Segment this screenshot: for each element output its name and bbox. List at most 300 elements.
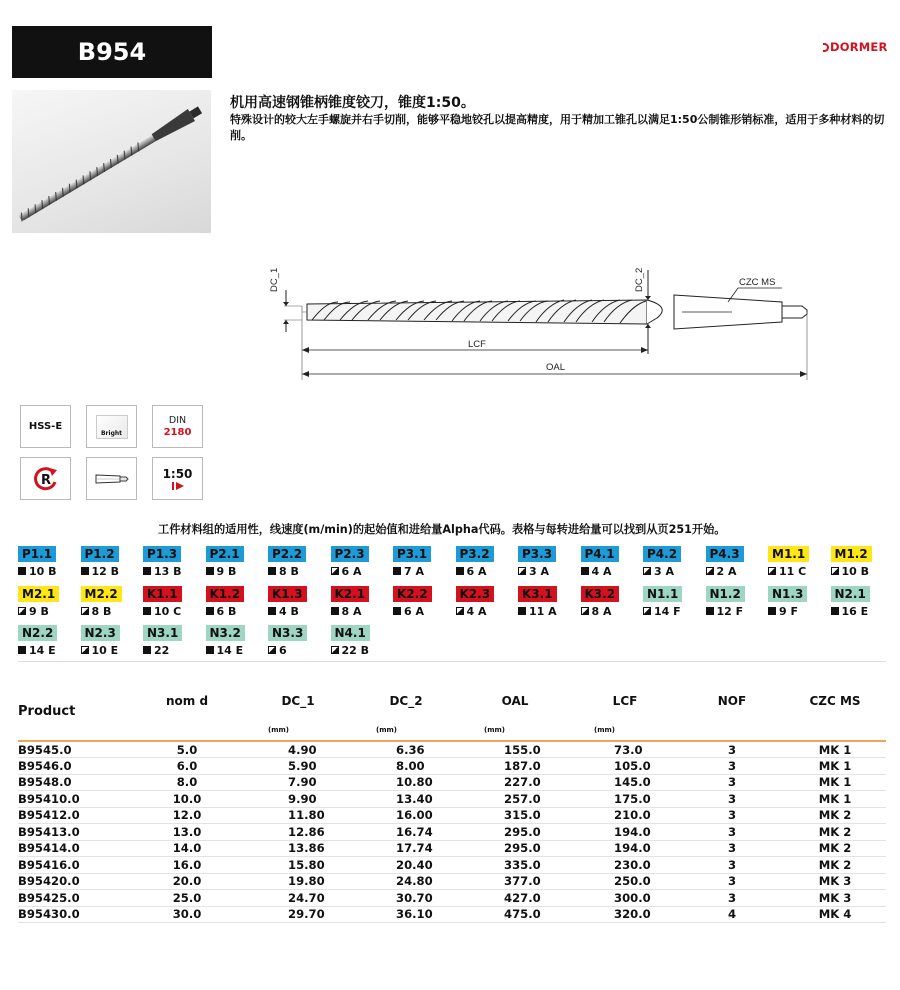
material-group-k3-1 <box>518 583 578 621</box>
table-cell: MK 1 <box>784 791 886 808</box>
material-code: K1.3 <box>268 586 307 602</box>
table-cell: MK 3 <box>784 890 886 907</box>
material-group-n1-3 <box>768 583 828 621</box>
material-code: M2.1 <box>18 586 59 602</box>
material-group-p1-2 <box>81 543 141 581</box>
material-value <box>143 644 203 657</box>
table-cell: 250.0 <box>570 873 680 890</box>
material-value-text: 4 A <box>466 604 487 618</box>
material-group-n3-1 <box>143 622 203 660</box>
table-cell: 24.80 <box>352 873 460 890</box>
material-value <box>143 605 203 618</box>
column-header-product: Product <box>18 704 76 719</box>
reamer-photo-icon <box>12 90 211 233</box>
table-row <box>18 741 886 758</box>
material-group-n1-1 <box>643 583 703 621</box>
material-value <box>518 565 578 578</box>
material-group-m2-1 <box>18 583 78 621</box>
column-header-dc-1: DC_1 <box>281 694 315 708</box>
material-icon <box>20 405 71 448</box>
table-cell: 13.40 <box>352 791 460 808</box>
product-description: 特殊设计的较大左手螺旋并右手切削，能够平稳地铰孔以提高精度，用于精加工锥孔以满足1:50公制锥形销标准，适用于多种材料的切削。 <box>230 113 885 142</box>
material-group-p4-2 <box>643 543 703 581</box>
material-code: P1.3 <box>143 546 181 562</box>
material-value <box>393 605 453 618</box>
partial-suitability-icon <box>331 567 339 575</box>
material-value-text: 10 C <box>154 604 182 618</box>
material-group-p2-3 <box>331 543 391 581</box>
material-value <box>81 644 141 657</box>
table-cell: 194.0 <box>570 840 680 857</box>
table-cell: MK 4 <box>784 906 886 923</box>
material-value-text: 11 C <box>779 565 807 578</box>
material-value-text: 14 E <box>216 644 244 657</box>
material-value <box>456 605 516 618</box>
partial-suitability-icon <box>831 567 839 575</box>
partial-suitability-icon <box>18 607 26 615</box>
column-unit <box>680 719 784 741</box>
table-cell: 6.0 <box>130 758 244 775</box>
table-cell: B9546.0 <box>18 758 130 775</box>
table-cell: B9545.0 <box>18 741 130 758</box>
material-value-text: 10 E <box>91 644 119 657</box>
table-cell: 30.0 <box>130 906 244 923</box>
material-value-text: 2 A <box>716 565 737 578</box>
full-suitability-icon <box>456 567 464 575</box>
material-group-p2-1 <box>206 543 266 581</box>
material-group-k2-2 <box>393 583 453 621</box>
material-value <box>18 605 78 618</box>
column-header-nof: NOF <box>717 694 747 708</box>
table-cell: 145.0 <box>570 774 680 791</box>
material-group-k1-1 <box>143 583 203 621</box>
product-headline: 机用高速钢锥柄锥度铰刀，锥度1:50。 <box>230 95 475 111</box>
material-group-n2-1 <box>831 583 891 621</box>
material-value <box>393 565 453 578</box>
material-code: P1.2 <box>81 546 119 562</box>
column-unit <box>784 719 886 741</box>
column-unit <box>18 719 130 741</box>
czc-label: CZC MS <box>739 277 776 288</box>
material-code: P4.1 <box>581 546 619 562</box>
table-cell: 295.0 <box>460 824 570 841</box>
table-cell: B95413.0 <box>18 824 130 841</box>
material-label: HSS-E <box>28 421 63 432</box>
product-code-title: B954 <box>12 26 212 78</box>
table-row <box>18 791 886 808</box>
bright-finish-swatch <box>96 415 128 439</box>
spec-table <box>18 690 886 923</box>
finish-icon <box>86 405 137 448</box>
column-header-czc-ms: CZC MS <box>809 694 861 708</box>
material-value-text: 8 A <box>591 604 612 618</box>
standard-value: 2180 <box>163 427 192 438</box>
table-cell: 11.80 <box>244 807 352 824</box>
full-suitability-icon <box>18 567 26 575</box>
material-code: K3.2 <box>581 586 620 602</box>
material-value <box>831 605 891 618</box>
table-cell: B95414.0 <box>18 840 130 857</box>
brand-name: DORMER <box>830 40 888 54</box>
material-code: P2.3 <box>331 546 369 562</box>
material-value-text: 10 B <box>29 565 57 578</box>
full-suitability-icon <box>768 607 776 615</box>
material-value-text: 11 A <box>529 604 557 618</box>
finish-label: Bright <box>100 429 123 437</box>
material-code: P2.1 <box>206 546 244 562</box>
table-cell: 8.0 <box>130 774 244 791</box>
table-cell: 10.80 <box>352 774 460 791</box>
standard-icon <box>152 405 203 448</box>
material-code: N1.1 <box>643 586 682 602</box>
table-cell: 15.80 <box>244 857 352 874</box>
full-suitability-icon <box>206 567 214 575</box>
material-code: K2.2 <box>393 586 432 602</box>
material-group-k2-3 <box>456 583 516 621</box>
material-value-text: 8 A <box>341 604 362 618</box>
material-value-text: 14 E <box>29 644 56 657</box>
table-row <box>18 807 886 824</box>
materials-note: 工件材料组的适用性，线速度(m/min)的起始值和进给量Alpha代码。表格与每转进给量可以找到从页251开始。 <box>158 523 726 536</box>
partial-suitability-icon <box>456 607 464 615</box>
material-value <box>206 605 266 618</box>
brand-logo <box>823 40 888 54</box>
taper-shank <box>674 295 807 329</box>
column-unit: (mm) <box>268 725 289 734</box>
material-group-p3-2 <box>456 543 516 581</box>
material-code: N2.1 <box>831 586 870 602</box>
material-group-m2-2 <box>81 583 141 621</box>
material-value <box>268 605 328 618</box>
material-value-text: 4 B <box>279 604 299 618</box>
table-cell: MK 2 <box>784 840 886 857</box>
material-group-m1-1 <box>768 543 828 581</box>
table-cell: 320.0 <box>570 906 680 923</box>
material-value-text: 6 A <box>404 604 424 618</box>
material-value <box>706 565 766 578</box>
full-suitability-icon <box>143 646 151 654</box>
table-cell: 377.0 <box>460 873 570 890</box>
table-cell: 5.90 <box>244 758 352 775</box>
table-cell: 12.0 <box>130 807 244 824</box>
material-value-text: 6 A <box>466 565 487 578</box>
material-code: P2.2 <box>268 546 306 562</box>
table-units-row <box>18 719 886 741</box>
material-value <box>331 644 391 657</box>
table-cell: 155.0 <box>460 741 570 758</box>
column-unit: (mm) <box>484 725 505 734</box>
material-value <box>331 565 391 578</box>
table-cell: 187.0 <box>460 758 570 775</box>
column-unit: (mm) <box>594 725 615 734</box>
table-cell: 105.0 <box>570 758 680 775</box>
material-value <box>643 565 703 578</box>
material-group-k3-2 <box>581 583 641 621</box>
standard-label: DIN <box>168 415 187 426</box>
table-cell: 475.0 <box>460 906 570 923</box>
table-row <box>18 824 886 841</box>
material-value-text: 10 B <box>841 565 870 578</box>
material-value <box>81 605 141 618</box>
material-group-p3-3 <box>518 543 578 581</box>
table-row <box>18 758 886 775</box>
material-value-text: 6 A <box>341 565 362 578</box>
material-group-p2-2 <box>268 543 328 581</box>
material-value <box>518 605 578 618</box>
material-code: P3.2 <box>456 546 494 562</box>
table-cell: 29.70 <box>244 906 352 923</box>
partial-suitability-icon <box>331 646 339 654</box>
table-cell: 16.00 <box>352 807 460 824</box>
material-value-text: 9 B <box>216 565 237 578</box>
column-unit <box>130 719 244 741</box>
material-value-text: 6 <box>279 644 287 657</box>
table-cell: 3 <box>680 840 784 857</box>
fluted-body <box>307 300 662 324</box>
material-group-n3-3 <box>268 622 328 660</box>
table-cell: 16.74 <box>352 824 460 841</box>
table-cell: 6.36 <box>352 741 460 758</box>
material-code: P4.2 <box>643 546 681 562</box>
table-cell: MK 2 <box>784 824 886 841</box>
table-cell: 230.0 <box>570 857 680 874</box>
table-header-row <box>18 690 886 719</box>
full-suitability-icon <box>331 607 339 615</box>
taper-ratio-icon <box>152 457 203 500</box>
product-photo <box>12 90 211 233</box>
table-cell: 227.0 <box>460 774 570 791</box>
table-row <box>18 857 886 874</box>
column-header-nom-d: nom d <box>165 694 209 708</box>
material-value <box>206 565 266 578</box>
material-value-text: 12 B <box>91 565 120 578</box>
table-cell: 300.0 <box>570 890 680 907</box>
full-suitability-icon <box>206 646 214 654</box>
full-suitability-icon <box>18 646 26 654</box>
material-code: P3.1 <box>393 546 431 562</box>
material-group-n1-2 <box>706 583 766 621</box>
material-value <box>268 644 328 657</box>
table-cell: B95420.0 <box>18 873 130 890</box>
table-cell: B9548.0 <box>18 774 130 791</box>
material-code: M1.2 <box>831 546 872 562</box>
table-cell: MK 2 <box>784 807 886 824</box>
full-suitability-icon <box>831 607 839 615</box>
full-suitability-icon <box>393 607 401 615</box>
material-code: K2.3 <box>456 586 495 602</box>
full-suitability-icon <box>143 567 151 575</box>
material-group-n4-1 <box>331 622 391 660</box>
material-value <box>456 565 516 578</box>
partial-suitability-icon <box>268 646 276 654</box>
material-value-text: 3 A <box>529 565 549 578</box>
full-suitability-icon <box>268 567 276 575</box>
full-suitability-icon <box>518 607 526 615</box>
material-group-n2-3 <box>81 622 141 660</box>
table-cell: B95416.0 <box>18 857 130 874</box>
material-code: K1.1 <box>143 586 182 602</box>
material-code: N3.2 <box>206 625 245 641</box>
full-suitability-icon <box>268 607 276 615</box>
material-value-text: 8 B <box>91 604 112 618</box>
material-value-text: 6 B <box>216 604 237 618</box>
table-cell: 20.40 <box>352 857 460 874</box>
material-group-p3-1 <box>393 543 453 581</box>
material-value-text: 13 B <box>154 565 182 578</box>
material-group-p4-1 <box>581 543 641 581</box>
lcf-label: LCF <box>468 339 486 350</box>
table-cell: 4 <box>680 906 784 923</box>
table-cell: 10.0 <box>130 791 244 808</box>
section-divider <box>18 661 886 662</box>
table-cell: 25.0 <box>130 890 244 907</box>
material-value <box>143 565 203 578</box>
table-cell: 3 <box>680 890 784 907</box>
material-code: P3.3 <box>518 546 556 562</box>
table-cell: MK 2 <box>784 857 886 874</box>
partial-suitability-icon <box>81 646 89 654</box>
table-cell: 335.0 <box>460 857 570 874</box>
table-cell: 14.0 <box>130 840 244 857</box>
material-group-k1-2 <box>206 583 266 621</box>
partial-suitability-icon <box>81 607 89 615</box>
table-cell: 24.70 <box>244 890 352 907</box>
table-cell: B95412.0 <box>18 807 130 824</box>
table-cell: B95410.0 <box>18 791 130 808</box>
material-value-text: 9 F <box>779 604 798 618</box>
material-code: N3.1 <box>143 625 182 641</box>
taper-shank-icon <box>86 457 137 500</box>
table-row <box>18 873 886 890</box>
table-cell: 3 <box>680 774 784 791</box>
column-unit: (mm) <box>376 725 397 734</box>
material-code: N4.1 <box>331 625 370 641</box>
material-value <box>268 565 328 578</box>
table-cell: 257.0 <box>460 791 570 808</box>
material-code: N1.2 <box>706 586 745 602</box>
material-code: P4.3 <box>706 546 744 562</box>
table-cell: 295.0 <box>460 840 570 857</box>
full-suitability-icon <box>393 567 401 575</box>
material-group-n3-2 <box>206 622 266 660</box>
material-value-text: 9 B <box>29 604 49 618</box>
table-cell: 427.0 <box>460 890 570 907</box>
material-value-text: 3 A <box>654 565 674 578</box>
table-cell: MK 1 <box>784 758 886 775</box>
material-code: M2.2 <box>81 586 122 602</box>
material-code: P1.1 <box>18 546 56 562</box>
table-cell: 3 <box>680 758 784 775</box>
table-cell: 3 <box>680 741 784 758</box>
material-value <box>581 605 641 618</box>
table-row <box>18 890 886 907</box>
full-suitability-icon <box>81 567 89 575</box>
full-suitability-icon <box>581 567 589 575</box>
material-group-k1-3 <box>268 583 328 621</box>
table-cell: 30.70 <box>352 890 460 907</box>
material-group-m1-2 <box>831 543 891 581</box>
brand-logo-mark-icon <box>823 43 829 52</box>
table-cell: 4.90 <box>244 741 352 758</box>
technical-drawing <box>262 250 822 390</box>
partial-suitability-icon <box>768 567 776 575</box>
material-code: N2.2 <box>18 625 57 641</box>
dc1-label: DC_1 <box>269 267 280 292</box>
full-suitability-icon <box>706 607 714 615</box>
taper-ratio-label: 1:50 <box>162 466 193 481</box>
material-group-p1-1 <box>18 543 78 581</box>
material-code: K3.1 <box>518 586 557 602</box>
material-code: K2.1 <box>331 586 370 602</box>
table-cell: 194.0 <box>570 824 680 841</box>
table-cell: 5.0 <box>130 741 244 758</box>
table-cell: 19.80 <box>244 873 352 890</box>
material-value-text: 8 B <box>279 565 299 578</box>
material-value <box>18 565 78 578</box>
partial-suitability-icon <box>581 607 589 615</box>
material-value <box>581 565 641 578</box>
material-value <box>206 644 266 657</box>
rotation-arrow-icon <box>31 464 61 494</box>
material-value-text: 7 A <box>404 565 424 578</box>
table-cell: 7.90 <box>244 774 352 791</box>
table-cell: 3 <box>680 824 784 841</box>
column-header-lcf: LCF <box>612 694 638 708</box>
material-value <box>18 644 78 657</box>
table-cell: 8.00 <box>352 758 460 775</box>
material-group-p1-3 <box>143 543 203 581</box>
rotation-label: R <box>40 472 51 488</box>
material-value-text: 22 B <box>341 644 370 657</box>
partial-suitability-icon <box>643 567 651 575</box>
table-cell: 12.86 <box>244 824 352 841</box>
table-cell: 3 <box>680 807 784 824</box>
material-value <box>81 565 141 578</box>
right-hand-cut-icon <box>20 457 71 500</box>
table-cell: MK 1 <box>784 741 886 758</box>
full-suitability-icon <box>206 607 214 615</box>
table-cell: B95430.0 <box>18 906 130 923</box>
column-header-dc-2: DC_2 <box>389 694 423 708</box>
table-cell: 36.10 <box>352 906 460 923</box>
table-cell: B95425.0 <box>18 890 130 907</box>
table-row <box>18 840 886 857</box>
material-code: N3.3 <box>268 625 307 641</box>
material-code: N1.3 <box>768 586 807 602</box>
partial-suitability-icon <box>706 567 714 575</box>
taper-arrow-icon <box>171 481 185 491</box>
material-group-k2-1 <box>331 583 391 621</box>
table-row <box>18 906 886 923</box>
table-cell: 73.0 <box>570 741 680 758</box>
table-cell: 315.0 <box>460 807 570 824</box>
material-group-p4-3 <box>706 543 766 581</box>
table-cell: 20.0 <box>130 873 244 890</box>
material-value <box>768 565 828 578</box>
material-code: M1.1 <box>768 546 809 562</box>
table-cell: 3 <box>680 873 784 890</box>
material-value <box>331 605 391 618</box>
table-cell: 9.90 <box>244 791 352 808</box>
full-suitability-icon <box>143 607 151 615</box>
material-group-n2-2 <box>18 622 78 660</box>
material-value-text: 4 A <box>591 565 612 578</box>
table-cell: MK 3 <box>784 873 886 890</box>
material-value <box>831 565 891 578</box>
material-value-text: 12 F <box>716 604 744 618</box>
material-value <box>643 605 703 618</box>
table-cell: 175.0 <box>570 791 680 808</box>
